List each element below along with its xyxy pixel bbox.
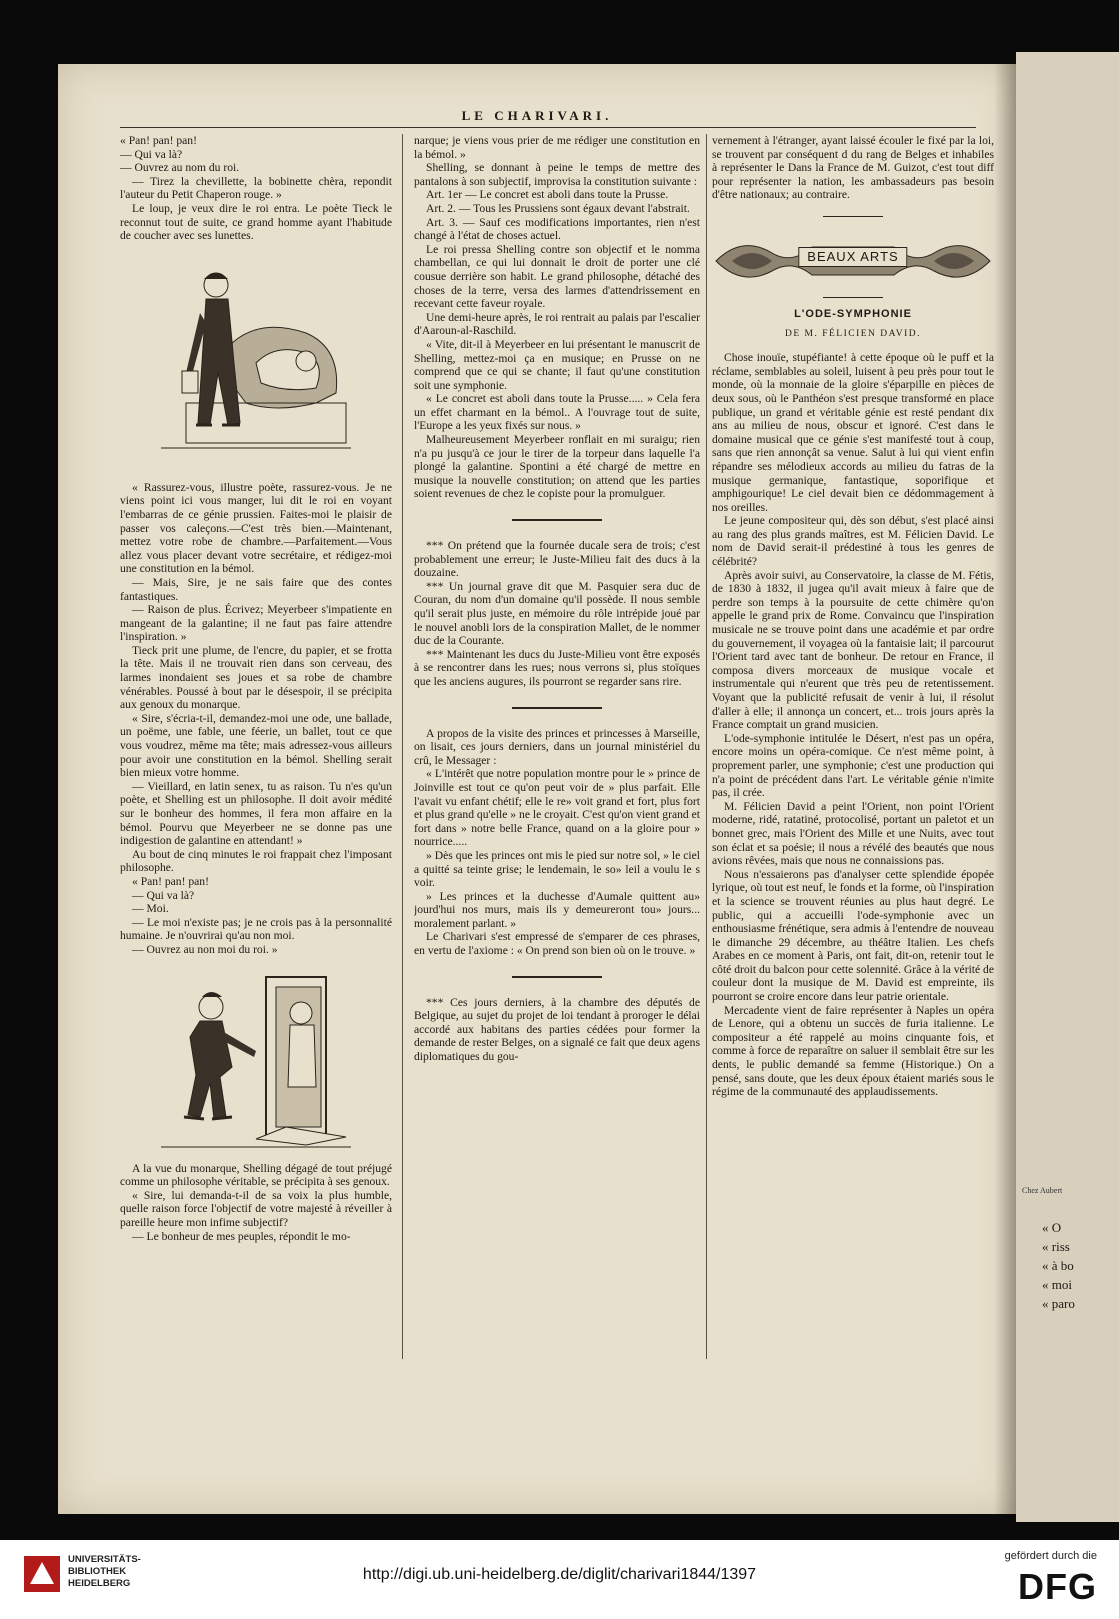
paragraph: — Le moi n'existe pas; je ne crois pas à la personnalité humaine. Je n'ouvrirai qu'au non moi.	[120, 915, 392, 943]
paragraph: Tieck prit une plume, de l'encre, du papier, et se frotta la tête. Mais il ne trouvait rien dans son cerveau, des larmes inondaient ses joues et sa robe de chambre vénérables. Poussé à bout par le désespoir, il se précipita aux genoux du monarque.	[120, 643, 392, 712]
paragraph: Le jeune compositeur qui, dès son début, s'est placé ainsi au rang des plus grands maîtres, est M. Félicien David. Le nom de David serait-il prédestiné à tous les genres de célébrité?	[712, 514, 994, 569]
paragraph: *** Un journal grave dit que M. Pasquier sera duc de Couran, du nom d'un domaine qu'il possède. Il nous semble qu'il serait plus juste, en mémoire du rôle intrépide joué par le nouvel anobli lors de la conspiration Mallet, de le nommer duc de la Courante.	[414, 579, 700, 648]
paragraph: « Rassurez-vous, illustre poète, rassurez-vous. Je ne viens point ici vous manger, lui dit le roi en voyant l'embarras de ce génie prussien. Faites-moi le plaisir de passer vos caleçons.—C'est très bien.—Maintenant, mettez votre robe de chambre.—Parfaitement.—Vous allez vous placer devant votre secrétaire, et rédigez-moi une constitution en la bémol.	[120, 480, 392, 576]
paragraph: L'ode-symphonie intitulée le Désert, n'est pas un opéra, encore moins un opéra-comique. Ce n'est même point, à proprement parler, une symphonie; c'est une production qui n'a point de précédent dans l'art. Le véritable génie n'imite pas, il crée.	[712, 731, 994, 800]
newspaper-page	[58, 64, 1016, 1514]
text-fragment: « paro	[1042, 1296, 1075, 1311]
adjacent-page-edge	[1016, 52, 1119, 1522]
section-separator	[823, 216, 883, 217]
viewer-footer	[0, 1540, 1119, 1619]
text-fragment: « moi	[1042, 1277, 1072, 1292]
text-fragment: « à bo	[1042, 1258, 1074, 1273]
section-separator	[512, 519, 602, 521]
paragraph: Nous n'essaierons pas d'analyser cette splendide épopée lyrique, où tout est neuf, le fonds et la forme, où l'inspiration et la science se trouvent réunies au plus haut degré. Le public, qui a accueilli l'ode-symphonie avec un enthousiasme frénétique, sera admis à l'entendre de nouveau le dimanche 29 décembre, au théâtre Italien. Les chefs Arabes en ce moment à Paris, ont fait, dit-on, retenir tout le côté droit du balcon pour cette solennité. Grâce à la vérité de couleur dont la musique de M. David est empreinte, ils pourront se croire encore dans leur patrie orientale.	[712, 867, 994, 1004]
paragraph: Le loup, je veux dire le roi entra. Le poète Tieck le reconnut tout de suite, ce grand homme ayant l'habitude de coucher avec ses lunettes.	[120, 201, 392, 243]
paragraph: *** On prétend que la fournée ducale sera de trois; c'est probablement une erreur; le Juste-Milieu fait des ducs à la douzaine.	[414, 539, 700, 580]
paragraph: — Raison de plus. Écrivez; Meyerbeer s'impatiente en mangeant de la galantine; il ne faut pas faire attendre l'inspiration. »	[120, 603, 392, 644]
permalink-url[interactable]: http://digi.ub.uni-heidelberg.de/diglit/charivari1844/1397	[362, 1566, 757, 1583]
paragraph: — Moi.	[132, 902, 169, 916]
header-rule	[120, 127, 976, 128]
section-separator	[512, 976, 602, 978]
funding-label: gefördert durch die	[1004, 1550, 1097, 1562]
paragraph: « Le concret est aboli dans toute la Prusse..... » Cela fera un effet charmant en la bémol.. A l'ouvrage tout de suite, l'Europe a les yeux fixés sur nous. »	[414, 392, 700, 433]
text-fragment: « O	[1042, 1220, 1062, 1235]
column-divider	[706, 134, 707, 1359]
column-3	[712, 134, 994, 1359]
paragraph: Mercadente vient de faire représenter à Naples un opéra de Lenore, qui a obtenu un succès de furia italienne. Le compositeur a été rappelé au moins cinquante fois, et comme à force de reparaître on saluer il semblait être sur les dents, le public demandé sa femme (Historique.) On a pensé, sans doute, que les deux époux étaient mariés sous le régime de la communauté des applaudissements.	[712, 1003, 994, 1099]
adjacent-page-caption: Chez Aubert	[1022, 1186, 1063, 1195]
paragraph: A propos de la visite des princes et princesses à Marseille, on lisait, ces jours derniers, dans un journal ministériel du crû, le Messager :	[414, 726, 700, 767]
paragraph: Une demi-heure après, le roi rentrait au palais par l'escalier d'Aaroun-al-Raschild.	[414, 310, 700, 338]
library-name: UNIVERSITÄTS- BIBLIOTHEK HEIDELBERG	[68, 1554, 141, 1589]
paragraph: « Pan! pan! pan!	[120, 134, 197, 147]
paragraph: — Qui va là?	[132, 888, 195, 902]
dfg-logo: DFG	[1018, 1566, 1097, 1607]
paragraph: Art. 2. — Tous les Prussiens sont égaux devant l'abstrait.	[426, 201, 690, 215]
paragraph: Art. 1er — Le concret est aboli dans toute la Prusse.	[426, 188, 669, 202]
paragraph: — Vieillard, en latin senex, tu as raison. Tu n'es qu'un poète, et Shelling est un philosophe. Il doit avoir médité sur le bonheur des hommes, il fera mon affaire en la bémol. Pourvu que Meyerbeer ne se donne pas une indigestion de galantine en attendant! »	[120, 779, 392, 848]
paragraph: « Vite, dit-il à Meyerbeer en lui présentant le manuscrit de Shelling, mettez-moi ça en musique; en Prusse on ne comprend que ce qui se chante; il faut qu'une constitution soit une symphonie.	[414, 337, 700, 392]
article-title: L'ODE-SYMPHONIE	[794, 307, 912, 320]
paragraph: — Ouvrez au non moi du roi. »	[132, 942, 278, 956]
paragraph: Au bout de cinq minutes le roi frappait chez l'imposant philosophe.	[120, 847, 392, 875]
paragraph: — Ouvrez au nom du roi.	[120, 161, 240, 175]
paragraph: — Le bonheur de mes peuples, répondit le mo-	[132, 1229, 351, 1243]
column-2	[414, 134, 700, 1359]
text-fragment: « riss	[1042, 1239, 1070, 1254]
illustration-tieck-in-bed	[156, 253, 356, 471]
paragraph: Après avoir suivi, au Conservatoire, la classe de M. Fétis, de 1830 à 1832, il jugea qu'il avait mieux à faire que de perdre son temps à la poursuite de cette chimère qu'on appelle le grand prix de Rome. Convaincu que l'inspiration musicale ne se trouve point dans une académie et par ordre du gouvernement, il voyagea où la fantaisie lait; il parcourut l'Orient tard avec tant de bonheur. De retour en France, il composa divers morceaux de musique vocale et instrumentale qui n'eurent que très peu de retentissement. Voyant que la publicité refusait de venir à lui, il résolut d'aller à elle; il annonça un concert, et... trois jours après la France comptait un grand musicien.	[712, 568, 994, 732]
paragraph: vernement à l'étranger, ayant laissé écouler le fixé par la loi, se trouvent par conséquent d du rang de Belges et inhabiles à représenter le Dans la France de M. Guizot, c'est tout diff pour représenter la nation, les ambassadeurs pas besoin d'être nationaux; au contraire.	[712, 134, 994, 202]
paragraph: Art. 3. — Sauf ces modifications importantes, rien n'est changé à l'état de choses actuel.	[414, 215, 700, 243]
illustration-king-at-door	[156, 967, 356, 1152]
article-subtitle: DE M. FÉLICIEN DAVID.	[784, 328, 922, 339]
paragraph: Le roi pressa Shelling contre son objectif et le nomma chambellan, ce qui lui donnait le droit de porter une clé cousue derrière son habit. Le grand philosophe, détaché des choses de la terre, versa des larmes d'attendrissement en recevant cette faveur royale.	[414, 242, 700, 311]
paragraph: « Sire, s'écria-t-il, demandez-moi une ode, une ballade, un poëme, une fable, une féerie, un ballet, tout ce que vous voudrez, même ma tête; mais adressez-vous ailleurs pour avoir une constitution en la bémol. Shelling serait bien mieux votre homme.	[120, 711, 392, 780]
paragraph: *** Maintenant les ducs du Juste-Milieu vont être exposés à se rencontrer dans les rues; nous verrons si, plus stoïques que les anciens augures, ils pourront se regarder sans rire.	[414, 647, 700, 688]
paragraph: Le Charivari s'est empressé de s'emparer de ces phrases, en vertu de l'axiome : « On prend son bien où on le trouve. »	[414, 930, 700, 958]
paragraph: — Mais, Sire, je ne sais faire que des contes fantastiques.	[120, 575, 392, 603]
paragraph: narque; je viens vous prier de me rédiger une constitution en la bémol. »	[414, 134, 700, 161]
paragraph: » Dès que les princes ont mis le pied sur notre sol, » le ciel a quitté sa teinte grise; le lendemain, le so» leil a voulu le s voir.	[414, 848, 700, 890]
beaux-arts-banner	[712, 231, 994, 291]
paragraph: — Qui va là?	[120, 147, 183, 161]
paragraph: — Tirez la chevillette, la bobinette chèra, repondit l'auteur du Petit Chaperon rouge. »	[120, 174, 392, 202]
paragraph: « Pan! pan! pan!	[132, 874, 209, 888]
banner-label: BEAUX ARTS	[798, 247, 907, 267]
section-separator	[823, 297, 883, 298]
paragraph: Malheureusement Meyerbeer ronflait en mi suraigu; rien n'a pu jusqu'à ce jour le tirer de la torpeur dans laquelle l'a plongé la galantine. Spontini a été chargé de mettre en musique la nouvelle constitution; on attend que les parties soient revenues de chez le copiste pour la promulguer.	[414, 433, 700, 501]
paragraph: *** Ces jours derniers, à la chambre des députés de Belgique, au sujet du projet de loi tendant à proroger le délai accordé aux habitans des parties cédées pour former la demande de rester Belges, on a signalé ce fait que deux agens diplomatiques du gou-	[414, 995, 700, 1064]
paragraph: Shelling, se donnant à peine le temps de mettre des pantalons à son subjectif, improvisa la constitution suivante :	[414, 161, 700, 188]
section-separator	[512, 707, 602, 709]
paragraph: A la vue du monarque, Shelling dégagé de tout préjugé comme un philosophe véritable, se précipita à ses genoux.	[120, 1161, 392, 1189]
column-1	[120, 134, 392, 1359]
paragraph: » Les princes et la duchesse d'Aumale quittent au» jourd'hui nos murs, mais ils y demeureront tou» jours... moralement parlant. »	[414, 889, 700, 930]
adjacent-page-fragments	[1042, 1218, 1075, 1313]
masthead: LE CHARIVARI.	[461, 108, 613, 123]
paragraph: M. Félicien David a peint l'Orient, non point l'Orient moderne, ridé, ratatiné, protocolisé, portant un paletot et un bonnet grec, mais l'Orient des Mille et une Nuits, avec tout son éclat et sa poésie; il nous a révélé des beautés que nous avions rêvées, mais que nous ne connaissions pas.	[712, 799, 994, 868]
paragraph: « L'intérêt que notre population montre pour le » prince de Joinville est tout ce qu'on peut voir de » plus parfait. Elle l'avait vu enfant chétif; elle le re» voit grand et fort, plus fort et plus grand qu'elle » ne le croyait. C'est qu'on vient grand et fort dans » notre belle France, quand on a la gloire pour » nourrice.....	[414, 767, 700, 849]
paragraph: « Sire, lui demanda-t-il de sa voix la plus humble, quelle raison force l'objectif de votre majesté à réveiller à pareille heure mon infime subjectif?	[120, 1188, 392, 1229]
column-divider	[402, 134, 403, 1359]
paragraph: Chose inouïe, stupéfiante! à cette époque où le puff et la réclame, semblables au soleil, luisent à peu près pour tout le monde, où la monnaie de la gloire s'éparpille en pièces de deux sous, où le Panthéon s'est presque transformé en place publique, un grand et véritable génie est resté pendant dix ans au milieu de nous, obscur et ignoré. C'est dans le domaine musical que ce génie s'est manifesté tout à coup, sans que rien annonçât sa venue. Salut à lui qui vient enfin répandre ses mélodieux accords au milieu du fatras de la musique germanique, fantastique, soporifique et amphigourique! Le ciel devait bien ce dédommagement à nos oreilles.	[712, 351, 994, 514]
